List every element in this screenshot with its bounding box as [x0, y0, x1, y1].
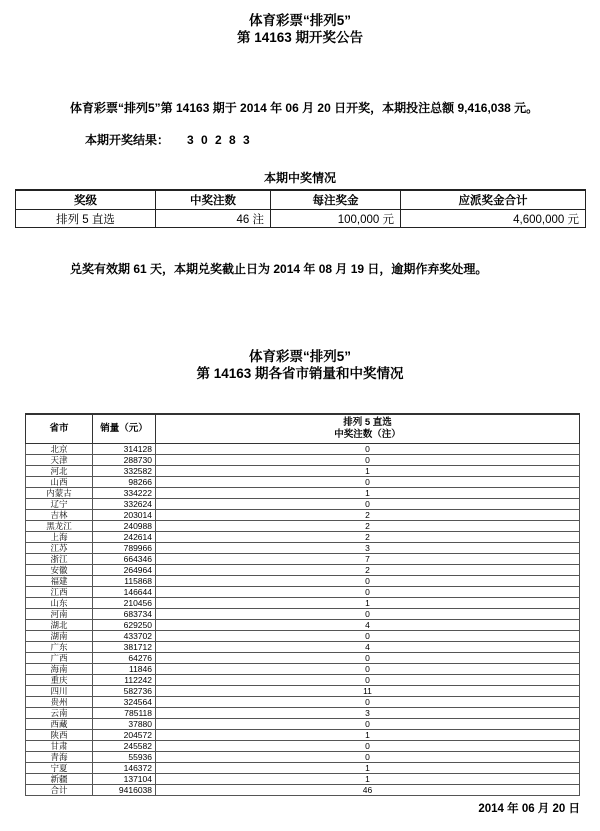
winning-count: 1: [156, 488, 580, 499]
province-name: 北京: [26, 444, 93, 455]
winning-count: 0: [156, 741, 580, 752]
sales-amount: 332582: [93, 466, 156, 477]
province-name: 广西: [26, 653, 93, 664]
table-row: [26, 653, 580, 664]
winning-count: 2: [156, 510, 580, 521]
province-name: 江苏: [26, 543, 93, 554]
winning-count: 1: [156, 730, 580, 741]
winning-count: 0: [156, 455, 580, 466]
redeem-note: 兑奖有效期 61 天，本期兑奖截止日为 2014 年 08 月 19 日，逾期作弃奖处理。: [70, 262, 488, 276]
winning-count: 4: [156, 642, 580, 653]
table-row: [26, 477, 580, 488]
table-row: [26, 697, 580, 708]
sales-amount: 112242: [93, 675, 156, 686]
province-header: 省市: [26, 414, 93, 444]
table-row: [26, 719, 580, 730]
winning-count: 1: [156, 598, 580, 609]
winning-count: 3: [156, 708, 580, 719]
table-row: [26, 642, 580, 653]
page-title-line2: 第 14163 期开奖公告: [236, 30, 364, 45]
winning-count: 11: [156, 686, 580, 697]
table-row: [26, 521, 580, 532]
province-name: 宁夏: [26, 763, 93, 774]
section-title-line2: 第 14163 期各省市销量和中奖情况: [196, 366, 404, 381]
winning-count-header: [156, 414, 580, 444]
table-row: [26, 763, 580, 774]
winning-count: 46: [156, 785, 580, 796]
sales-amount: 55936: [93, 752, 156, 763]
sales-amount: 115868: [93, 576, 156, 587]
sales-amount: 9416038: [93, 785, 156, 796]
table-row: [26, 466, 580, 477]
sales-amount: 146644: [93, 587, 156, 598]
table-row: [26, 488, 580, 499]
table-row: [26, 686, 580, 697]
sales-amount: 242614: [93, 532, 156, 543]
province-name: 河南: [26, 609, 93, 620]
winning-count: 0: [156, 631, 580, 642]
province-name: 山西: [26, 477, 93, 488]
prize-table-header-row: [16, 190, 586, 210]
table-row: [26, 455, 580, 466]
sales-amount: 683734: [93, 609, 156, 620]
sales-amount: 137104: [93, 774, 156, 785]
province-name: 重庆: [26, 675, 93, 686]
intro-paragraph: 体育彩票“排列5”第 14163 期于 2014 年 06 月 20 日开奖，本期投注总额 9,416,038 元。: [70, 101, 539, 115]
draw-result-label: 本期开奖结果：: [85, 133, 170, 147]
sales-amount: 433702: [93, 631, 156, 642]
province-name: 合计: [26, 785, 93, 796]
winning-count: 4: [156, 620, 580, 631]
sales-amount: 582736: [93, 686, 156, 697]
table-row: [26, 664, 580, 675]
sales-amount: 664346: [93, 554, 156, 565]
province-name: 河北: [26, 466, 93, 477]
prize-table-row: [16, 210, 586, 228]
section-title: [0, 348, 600, 382]
winning-count: 0: [156, 499, 580, 510]
table-row: [26, 708, 580, 719]
province-name: 云南: [26, 708, 93, 719]
province-name: 上海: [26, 532, 93, 543]
province-sales-table: [25, 413, 580, 796]
table-row: [26, 774, 580, 785]
province-name: 浙江: [26, 554, 93, 565]
winning-count: 1: [156, 466, 580, 477]
table-row: [26, 609, 580, 620]
winning-bets-header: 中奖注数: [156, 190, 271, 210]
winning-count: 0: [156, 697, 580, 708]
table-row: [26, 565, 580, 576]
table-row: [26, 554, 580, 565]
table-row: [26, 752, 580, 763]
sales-amount: 629250: [93, 620, 156, 631]
winning-count: 0: [156, 752, 580, 763]
province-name: 福建: [26, 576, 93, 587]
section-title-line1: 体育彩票“排列5”: [248, 349, 351, 364]
province-name: 新疆: [26, 774, 93, 785]
winning-count: 1: [156, 774, 580, 785]
sales-amount: 332624: [93, 499, 156, 510]
province-name: 江西: [26, 587, 93, 598]
table-row: [26, 598, 580, 609]
province-name: 湖北: [26, 620, 93, 631]
province-name: 海南: [26, 664, 93, 675]
page-title: [0, 0, 600, 46]
winning-count: 3: [156, 543, 580, 554]
province-name: 青海: [26, 752, 93, 763]
draw-result-digits: 3 0 2 8 3: [187, 133, 252, 147]
table-row: [26, 576, 580, 587]
draw-result-line: [85, 131, 600, 148]
prize-table-caption: 本期中奖情况: [263, 171, 336, 185]
sales-amount: 381712: [93, 642, 156, 653]
page-title-line1: 体育彩票“排列5”: [248, 13, 351, 28]
winning-count-header-line2: 中奖注数（注）: [334, 429, 401, 440]
winning-bets-value: 46 注: [156, 210, 271, 228]
winning-count: 0: [156, 576, 580, 587]
province-name: 陕西: [26, 730, 93, 741]
table-row: [26, 510, 580, 521]
prize-per-bet-header: 每注奖金: [271, 190, 401, 210]
sales-amount: 98266: [93, 477, 156, 488]
table-row: [26, 675, 580, 686]
sales-amount: 264964: [93, 565, 156, 576]
winning-count: 0: [156, 719, 580, 730]
province-name: 山东: [26, 598, 93, 609]
province-table-header-row: [26, 414, 580, 444]
province-name: 西藏: [26, 719, 93, 730]
table-row: [26, 444, 580, 455]
total-payout-value: 4,600,000 元: [401, 210, 586, 228]
winning-count: 2: [156, 521, 580, 532]
table-row: [26, 532, 580, 543]
winning-count: 7: [156, 554, 580, 565]
province-name: 安徽: [26, 565, 93, 576]
table-row: [26, 499, 580, 510]
sales-amount: 314128: [93, 444, 156, 455]
sales-amount: 11846: [93, 664, 156, 675]
sales-amount: 64276: [93, 653, 156, 664]
footer-date: 2014 年 06 月 20 日: [478, 803, 580, 815]
province-name: 辽宁: [26, 499, 93, 510]
sales-amount: 210456: [93, 598, 156, 609]
sales-amount: 37880: [93, 719, 156, 730]
winning-count: 0: [156, 587, 580, 598]
winning-count: 0: [156, 609, 580, 620]
winning-count: 2: [156, 565, 580, 576]
prize-table: [15, 189, 586, 228]
table-row: [26, 785, 580, 796]
table-row: [26, 543, 580, 554]
table-row: [26, 730, 580, 741]
sales-amount: 785118: [93, 708, 156, 719]
sales-header: 销量（元）: [93, 414, 156, 444]
winning-count: 0: [156, 444, 580, 455]
province-name: 天津: [26, 455, 93, 466]
total-payout-header: 应派奖金合计: [401, 190, 586, 210]
winning-count-header-line1: 排列 5 直选: [343, 417, 392, 428]
sales-amount: 204572: [93, 730, 156, 741]
sales-amount: 203014: [93, 510, 156, 521]
province-name: 甘肃: [26, 741, 93, 752]
province-name: 吉林: [26, 510, 93, 521]
sales-amount: 789966: [93, 543, 156, 554]
sales-amount: 324564: [93, 697, 156, 708]
province-name: 黑龙江: [26, 521, 93, 532]
province-name: 广东: [26, 642, 93, 653]
winning-count: 0: [156, 477, 580, 488]
table-row: [26, 620, 580, 631]
province-name: 湖南: [26, 631, 93, 642]
winning-count: 0: [156, 664, 580, 675]
province-name: 贵州: [26, 697, 93, 708]
winning-count: 0: [156, 675, 580, 686]
winning-count: 2: [156, 532, 580, 543]
sales-amount: 288730: [93, 455, 156, 466]
province-name: 内蒙古: [26, 488, 93, 499]
sales-amount: 146372: [93, 763, 156, 774]
table-row: [26, 587, 580, 598]
sales-amount: 334222: [93, 488, 156, 499]
winning-count: 0: [156, 653, 580, 664]
table-row: [26, 741, 580, 752]
prize-level-header: 奖级: [16, 190, 156, 210]
table-row: [26, 631, 580, 642]
winning-count: 1: [156, 763, 580, 774]
prize-per-bet-value: 100,000 元: [271, 210, 401, 228]
province-name: 四川: [26, 686, 93, 697]
sales-amount: 245582: [93, 741, 156, 752]
prize-level-value: 排列 5 直选: [16, 210, 156, 228]
sales-amount: 240988: [93, 521, 156, 532]
